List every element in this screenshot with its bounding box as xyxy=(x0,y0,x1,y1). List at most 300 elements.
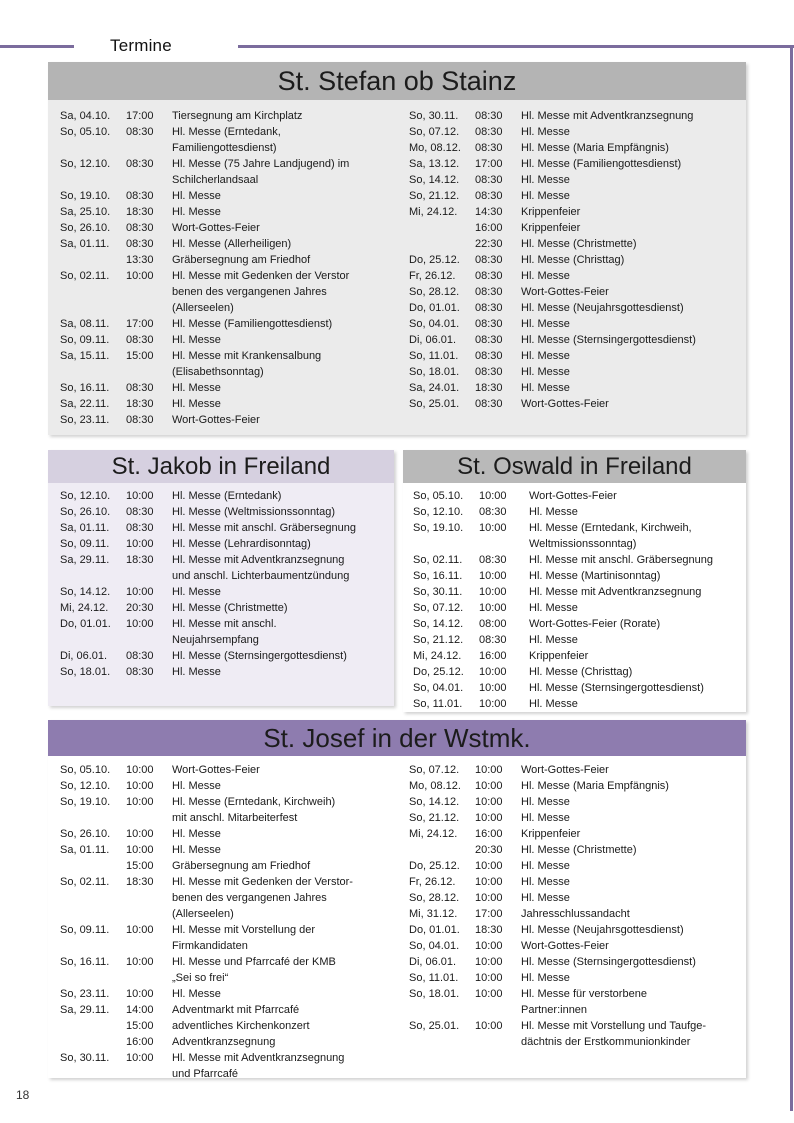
schedule-row xyxy=(397,140,746,156)
time-cell: 08:30 xyxy=(126,238,154,250)
time-cell: 08:30 xyxy=(126,190,154,202)
event-cell: Hl. Messe xyxy=(521,876,570,888)
schedule-row xyxy=(48,220,397,236)
event-cell: Hl. Messe (Erntedank) xyxy=(172,490,282,502)
time-cell: 08:30 xyxy=(475,142,503,154)
date-cell: Do, 25.12. xyxy=(409,860,460,872)
schedule-row xyxy=(48,648,394,664)
event-cell: Hl. Messe (Maria Empfängnis) xyxy=(521,780,669,792)
schedule-row xyxy=(48,1018,397,1034)
schedule-row xyxy=(397,954,746,970)
date-cell: So, 28.12. xyxy=(409,892,460,904)
schedule-row xyxy=(48,108,397,124)
time-cell: 08:30 xyxy=(475,398,503,410)
section-st-jakob xyxy=(48,450,394,706)
schedule-row xyxy=(397,188,746,204)
event-cell: Hl. Messe (Weltmissionssonntag) xyxy=(172,506,336,518)
date-cell: So, 30.11. xyxy=(60,1052,110,1064)
date-cell: So, 26.10. xyxy=(60,506,111,518)
time-cell: 18:30 xyxy=(475,924,503,936)
date-cell: Mi, 31.12. xyxy=(409,908,458,920)
date-cell: Sa, 15.11. xyxy=(60,350,110,362)
time-cell: 22:30 xyxy=(475,238,503,250)
schedule-row xyxy=(48,124,397,156)
date-cell xyxy=(60,252,126,268)
schedule-row xyxy=(397,874,746,890)
schedule-row xyxy=(48,316,397,332)
date-cell: So, 02.11. xyxy=(413,554,463,566)
schedule-row xyxy=(48,858,397,874)
time-cell: 15:00 xyxy=(126,1020,154,1032)
event-cell: Hl. Messe xyxy=(521,270,570,282)
section-st-josef xyxy=(48,720,746,1078)
event-cell: Hl. Messe xyxy=(521,892,570,904)
time-cell: 20:30 xyxy=(126,602,154,614)
schedule-row xyxy=(48,794,397,826)
section-title-st-stefan: St. Stefan ob Stainz xyxy=(48,62,746,100)
date-cell: So, 14.12. xyxy=(409,174,460,186)
schedule-row xyxy=(397,380,746,396)
date-cell: Do, 01.01. xyxy=(409,924,460,936)
schedule-row xyxy=(48,842,397,858)
schedule-column xyxy=(403,488,746,712)
time-cell: 18:30 xyxy=(126,876,154,888)
time-cell: 10:00 xyxy=(126,586,154,598)
event-cell: Krippenfeier xyxy=(521,828,581,840)
event-cell: Hl. Messe xyxy=(172,988,221,1000)
date-cell: So, 09.11. xyxy=(60,334,110,346)
time-cell: 10:00 xyxy=(126,796,154,808)
event-cell: Jahresschlussandacht xyxy=(521,908,630,920)
event-cell: Hl. Messe xyxy=(172,206,221,218)
date-cell: So, 12.10. xyxy=(60,158,111,170)
schedule-row xyxy=(397,268,746,284)
date-cell: So, 14.12. xyxy=(409,796,460,808)
page-number: 18 xyxy=(16,1088,30,1102)
schedule-row xyxy=(48,552,394,584)
schedule-row xyxy=(48,986,397,1002)
date-cell: So, 11.01. xyxy=(409,350,459,362)
schedule-row xyxy=(397,906,746,922)
time-cell: 08:30 xyxy=(475,302,503,314)
time-cell: 08:30 xyxy=(475,174,503,186)
date-cell: So, 07.12. xyxy=(413,602,464,614)
date-cell: So, 18.01. xyxy=(409,988,460,1000)
time-cell: 10:00 xyxy=(126,956,154,968)
event-cell: Hl. Messe (Erntedank, Familiengottesdienst) xyxy=(172,126,281,154)
date-cell: Mo, 08.12. xyxy=(409,780,461,792)
section-st-stefan xyxy=(48,62,746,435)
schedule-row xyxy=(48,348,397,380)
date-cell: Sa, 04.10. xyxy=(60,110,111,122)
date-cell xyxy=(409,842,475,858)
schedule-row xyxy=(48,536,394,552)
schedule-row xyxy=(397,762,746,778)
date-cell: So, 25.01. xyxy=(409,398,460,410)
schedule-row xyxy=(48,504,394,520)
time-cell: 13:30 xyxy=(126,254,154,266)
event-cell: Hl. Messe (Christmette) xyxy=(521,238,637,250)
time-cell: 08:30 xyxy=(475,350,503,362)
event-cell: adventliches Kirchenkonzert xyxy=(172,1020,310,1032)
time-cell: 08:30 xyxy=(126,650,154,662)
schedule-row xyxy=(397,826,746,842)
time-cell: 08:30 xyxy=(475,286,503,298)
date-cell xyxy=(409,220,475,236)
schedule-row xyxy=(48,396,397,412)
event-cell: Hl. Messe xyxy=(521,382,570,394)
event-cell: Hl. Messe (Sternsingergottesdienst) xyxy=(521,956,696,968)
time-cell: 15:00 xyxy=(126,350,154,362)
event-cell: Hl. Messe xyxy=(529,506,578,518)
schedule-row xyxy=(397,332,746,348)
schedule-row xyxy=(48,156,397,188)
time-cell: 08:30 xyxy=(475,334,503,346)
time-cell: 10:00 xyxy=(475,972,503,984)
date-cell: So, 16.11. xyxy=(60,956,110,968)
date-cell: So, 04.01. xyxy=(409,318,460,330)
schedule-row xyxy=(48,600,394,616)
date-cell: Sa, 25.10. xyxy=(60,206,111,218)
schedule-row xyxy=(403,648,746,664)
time-cell: 08:30 xyxy=(475,366,503,378)
schedule-row xyxy=(48,616,394,648)
event-cell: Hl. Messe mit Gedenken der Verstor benen des vergangenen Jahres (Allerseelen) xyxy=(172,270,350,314)
event-cell: Gräbersegnung am Friedhof xyxy=(172,860,311,872)
time-cell: 10:00 xyxy=(126,988,154,1000)
date-cell: So, 28.12. xyxy=(409,286,460,298)
date-cell: So, 30.11. xyxy=(409,110,459,122)
time-cell: 10:00 xyxy=(475,812,503,824)
time-cell: 10:00 xyxy=(475,988,503,1000)
schedule-st-josef xyxy=(48,756,746,1078)
time-cell: 08:30 xyxy=(126,334,154,346)
time-cell: 10:00 xyxy=(126,780,154,792)
schedule-row xyxy=(397,220,746,236)
time-cell: 08:30 xyxy=(126,414,154,426)
date-cell: So, 12.10. xyxy=(60,490,111,502)
event-cell: Wort-Gottes-Feier xyxy=(521,398,609,410)
date-cell: Mi, 24.12. xyxy=(409,828,458,840)
date-cell: So, 02.11. xyxy=(60,270,110,282)
schedule-column-right xyxy=(397,108,746,435)
time-cell: 10:00 xyxy=(475,860,503,872)
schedule-row xyxy=(403,568,746,584)
date-cell: Do, 01.01. xyxy=(409,302,460,314)
schedule-row xyxy=(403,664,746,680)
time-cell: 10:00 xyxy=(126,844,154,856)
time-cell: 10:00 xyxy=(479,522,507,534)
schedule-row xyxy=(397,396,746,412)
schedule-row xyxy=(397,348,746,364)
event-cell: Hl. Messe mit anschl. Gräbersegnung xyxy=(172,522,357,534)
date-cell xyxy=(60,1018,126,1034)
date-cell: Sa, 24.01. xyxy=(409,382,460,394)
event-cell: Adventkranzsegnung xyxy=(172,1036,276,1048)
event-cell: Hl. Messe xyxy=(529,602,578,614)
time-cell: 17:00 xyxy=(126,110,154,122)
date-cell: So, 05.10. xyxy=(60,764,111,776)
time-cell: 10:00 xyxy=(479,698,507,710)
event-cell: Krippenfeier xyxy=(521,206,581,218)
date-cell xyxy=(60,1034,126,1050)
schedule-row xyxy=(48,1050,397,1082)
date-cell: Di, 06.01. xyxy=(409,956,457,968)
event-cell: Hl. Messe (Sternsingergottesdienst) xyxy=(529,682,704,694)
event-cell: Hl. Messe (Lehrardisonntag) xyxy=(172,538,311,550)
schedule-row xyxy=(48,874,397,922)
time-cell: 16:00 xyxy=(475,222,503,234)
schedule-row xyxy=(403,552,746,568)
header-rule-right xyxy=(238,45,794,48)
event-cell: Hl. Messe (Allerheiligen) xyxy=(172,238,292,250)
time-cell: 08:30 xyxy=(479,634,507,646)
event-cell: Adventmarkt mit Pfarrcafé xyxy=(172,1004,300,1016)
date-cell: So, 21.12. xyxy=(413,634,464,646)
schedule-row xyxy=(397,124,746,140)
date-cell: Do, 01.01. xyxy=(60,618,111,630)
event-cell: Hl. Messe (Neujahrsgottesdienst) xyxy=(521,302,684,314)
schedule-row xyxy=(48,520,394,536)
event-cell: Hl. Messe xyxy=(172,382,221,394)
event-cell: Hl. Messe (Christtag) xyxy=(529,666,633,678)
event-cell: Hl. Messe mit Vorstellung der Firmkandidaten xyxy=(172,924,316,952)
time-cell: 10:00 xyxy=(479,682,507,694)
event-cell: Hl. Messe (Neujahrsgottesdienst) xyxy=(521,924,684,936)
schedule-row xyxy=(403,504,746,520)
date-cell: So, 12.10. xyxy=(413,506,464,518)
time-cell: 10:00 xyxy=(126,490,154,502)
event-cell: Hl. Messe (Erntedank, Kirchweih) mit anschl. Mitarbeiterfest xyxy=(172,796,336,824)
schedule-row xyxy=(48,236,397,252)
event-cell: Hl. Messe mit Adventkranzsegnung xyxy=(521,110,694,122)
event-cell: Hl. Messe xyxy=(172,666,221,678)
time-cell: 10:00 xyxy=(479,602,507,614)
schedule-row xyxy=(48,778,397,794)
date-cell: Di, 06.01. xyxy=(409,334,457,346)
time-cell: 10:00 xyxy=(475,764,503,776)
event-cell: Hl. Messe für verstorbene Partner:innen xyxy=(521,988,647,1016)
event-cell: Hl. Messe (Erntedank, Kirchweih, Weltmissionssonntag) xyxy=(529,522,692,550)
date-cell: Mo, 08.12. xyxy=(409,142,461,154)
date-cell: So, 14.12. xyxy=(413,618,464,630)
date-cell: So, 18.01. xyxy=(409,366,460,378)
event-cell: Hl. Messe und Pfarrcafé der KMB „Sei so frei“ xyxy=(172,956,336,984)
event-cell: Hl. Messe xyxy=(521,350,570,362)
date-cell: Sa, 01.11. xyxy=(60,238,110,250)
event-cell: Hl. Messe (Familiengottesdienst) xyxy=(521,158,682,170)
time-cell: 08:30 xyxy=(126,126,154,138)
date-cell: Sa, 08.11. xyxy=(60,318,110,330)
schedule-row xyxy=(397,970,746,986)
event-cell: Hl. Messe mit Adventkranzsegnung und Pfarrcafé xyxy=(172,1052,345,1080)
time-cell: 18:30 xyxy=(126,206,154,218)
event-cell: Wort-Gottes-Feier xyxy=(521,764,609,776)
date-cell: Sa, 01.11. xyxy=(60,844,110,856)
section-title-st-josef: St. Josef in der Wstmk. xyxy=(48,720,746,756)
event-cell: Wort-Gottes-Feier (Rorate) xyxy=(529,618,661,630)
schedule-row xyxy=(48,488,394,504)
schedule-row xyxy=(403,696,746,712)
date-cell: So, 16.11. xyxy=(413,570,463,582)
event-cell: Hl. Messe xyxy=(521,812,570,824)
event-cell: Wort-Gottes-Feier xyxy=(521,286,609,298)
schedule-column-left xyxy=(48,108,397,435)
event-cell: Hl. Messe xyxy=(529,634,578,646)
time-cell: 16:00 xyxy=(475,828,503,840)
schedule-row xyxy=(48,584,394,600)
schedule-row xyxy=(403,680,746,696)
date-cell: So, 09.11. xyxy=(60,924,110,936)
event-cell: Hl. Messe xyxy=(172,844,221,856)
date-cell: So, 16.11. xyxy=(60,382,110,394)
event-cell: Hl. Messe mit Adventkranzsegnung xyxy=(529,586,702,598)
schedule-row xyxy=(397,364,746,380)
date-cell: So, 12.10. xyxy=(60,780,111,792)
schedule-row xyxy=(397,858,746,874)
time-cell: 16:00 xyxy=(479,650,507,662)
time-cell: 10:00 xyxy=(479,586,507,598)
schedule-column-left xyxy=(48,762,397,1078)
event-cell: Hl. Messe mit anschl. Neujahrsempfang xyxy=(172,618,277,646)
time-cell: 20:30 xyxy=(475,844,503,856)
event-cell: Wort-Gottes-Feier xyxy=(172,764,260,776)
date-cell: So, 14.12. xyxy=(60,586,111,598)
schedule-row xyxy=(48,412,397,428)
time-cell: 18:30 xyxy=(126,398,154,410)
event-cell: Hl. Messe (Christtag) xyxy=(521,254,625,266)
event-cell: Hl. Messe xyxy=(172,828,221,840)
time-cell: 08:30 xyxy=(475,270,503,282)
event-cell: Hl. Messe xyxy=(521,796,570,808)
date-cell: So, 07.12. xyxy=(409,764,460,776)
time-cell: 16:00 xyxy=(126,1036,154,1048)
event-cell: Hl. Messe (Martinisonntag) xyxy=(529,570,661,582)
header-rule-left xyxy=(0,45,74,48)
date-cell: Mi, 24.12. xyxy=(409,206,458,218)
date-cell: So, 19.10. xyxy=(60,796,111,808)
event-cell: Hl. Messe (Christmette) xyxy=(172,602,288,614)
date-cell xyxy=(60,858,126,874)
time-cell: 08:30 xyxy=(475,190,503,202)
event-cell: Hl. Messe mit Vorstellung und Taufge- dächtnis der Erstkommunionkinder xyxy=(521,1020,707,1048)
date-cell: Fr, 26.12. xyxy=(409,876,456,888)
time-cell: 10:00 xyxy=(126,538,154,550)
schedule-row xyxy=(397,794,746,810)
event-cell: Hl. Messe xyxy=(521,126,570,138)
time-cell: 17:00 xyxy=(475,158,503,170)
event-cell: Hl. Messe xyxy=(172,190,221,202)
schedule-row xyxy=(397,938,746,954)
time-cell: 08:30 xyxy=(475,110,503,122)
schedule-row xyxy=(48,204,397,220)
event-cell: Hl. Messe (75 Jahre Landjugend) im Schilcherlandsaal xyxy=(172,158,350,186)
date-cell: So, 21.12. xyxy=(409,812,460,824)
event-cell: Krippenfeier xyxy=(521,222,581,234)
time-cell: 08:00 xyxy=(479,618,507,630)
schedule-row xyxy=(397,810,746,826)
date-cell: So, 26.10. xyxy=(60,828,111,840)
date-cell: So, 05.10. xyxy=(60,126,111,138)
schedule-row xyxy=(397,842,746,858)
section-st-oswald xyxy=(403,450,746,712)
time-cell: 10:00 xyxy=(126,270,154,282)
event-cell: Hl. Messe xyxy=(521,366,570,378)
event-cell: Wort-Gottes-Feier xyxy=(521,940,609,952)
time-cell: 10:00 xyxy=(475,892,503,904)
event-cell: Hl. Messe xyxy=(172,334,221,346)
schedule-row xyxy=(397,108,746,124)
time-cell: 10:00 xyxy=(475,780,503,792)
time-cell: 08:30 xyxy=(475,318,503,330)
time-cell: 17:00 xyxy=(126,318,154,330)
event-cell: Krippenfeier xyxy=(529,650,589,662)
date-cell: So, 11.01. xyxy=(413,698,463,710)
date-cell: Do, 25.12. xyxy=(413,666,464,678)
event-cell: Hl. Messe xyxy=(521,318,570,330)
event-cell: Wort-Gottes-Feier xyxy=(172,414,260,426)
schedule-row xyxy=(397,252,746,268)
time-cell: 10:00 xyxy=(126,1052,154,1064)
schedule-st-oswald xyxy=(403,483,746,712)
page-header-label: Termine xyxy=(110,36,172,55)
schedule-row xyxy=(48,268,397,316)
date-cell xyxy=(409,236,475,252)
date-cell: So, 30.11. xyxy=(413,586,463,598)
time-cell: 15:00 xyxy=(126,860,154,872)
schedule-row xyxy=(397,890,746,906)
event-cell: Hl. Messe (Sternsingergottesdienst) xyxy=(521,334,696,346)
event-cell: Hl. Messe xyxy=(172,586,221,598)
date-cell: Sa, 13.12. xyxy=(409,158,460,170)
schedule-row xyxy=(397,172,746,188)
time-cell: 08:30 xyxy=(479,506,507,518)
time-cell: 08:30 xyxy=(126,522,154,534)
time-cell: 10:00 xyxy=(126,924,154,936)
schedule-row xyxy=(48,954,397,986)
event-cell: Hl. Messe mit Adventkranzsegnung und anschl. Lichterbaumentzündung xyxy=(172,554,350,582)
schedule-row xyxy=(403,600,746,616)
schedule-row xyxy=(397,986,746,1018)
schedule-row xyxy=(397,300,746,316)
date-cell: So, 21.12. xyxy=(409,190,460,202)
event-cell: Hl. Messe xyxy=(521,190,570,202)
date-cell: Sa, 29.11. xyxy=(60,1004,110,1016)
time-cell: 10:00 xyxy=(126,764,154,776)
schedule-row xyxy=(48,1034,397,1050)
time-cell: 10:00 xyxy=(475,1020,503,1032)
time-cell: 08:30 xyxy=(126,506,154,518)
event-cell: Hl. Messe xyxy=(172,398,221,410)
event-cell: Hl. Messe (Christmette) xyxy=(521,844,637,856)
schedule-st-jakob xyxy=(48,483,394,706)
section-title-st-jakob: St. Jakob in Freiland xyxy=(48,450,394,483)
time-cell: 08:30 xyxy=(475,254,503,266)
time-cell: 14:30 xyxy=(475,206,503,218)
schedule-row xyxy=(397,316,746,332)
time-cell: 10:00 xyxy=(126,618,154,630)
date-cell: So, 04.01. xyxy=(413,682,464,694)
date-cell: Do, 25.12. xyxy=(409,254,460,266)
event-cell: Hl. Messe xyxy=(529,698,578,710)
date-cell: So, 07.12. xyxy=(409,126,460,138)
date-cell: Mi, 24.12. xyxy=(413,650,462,662)
time-cell: 10:00 xyxy=(475,796,503,808)
time-cell: 10:00 xyxy=(475,956,503,968)
time-cell: 10:00 xyxy=(479,570,507,582)
section-title-st-oswald: St. Oswald in Freiland xyxy=(403,450,746,483)
time-cell: 08:30 xyxy=(479,554,507,566)
